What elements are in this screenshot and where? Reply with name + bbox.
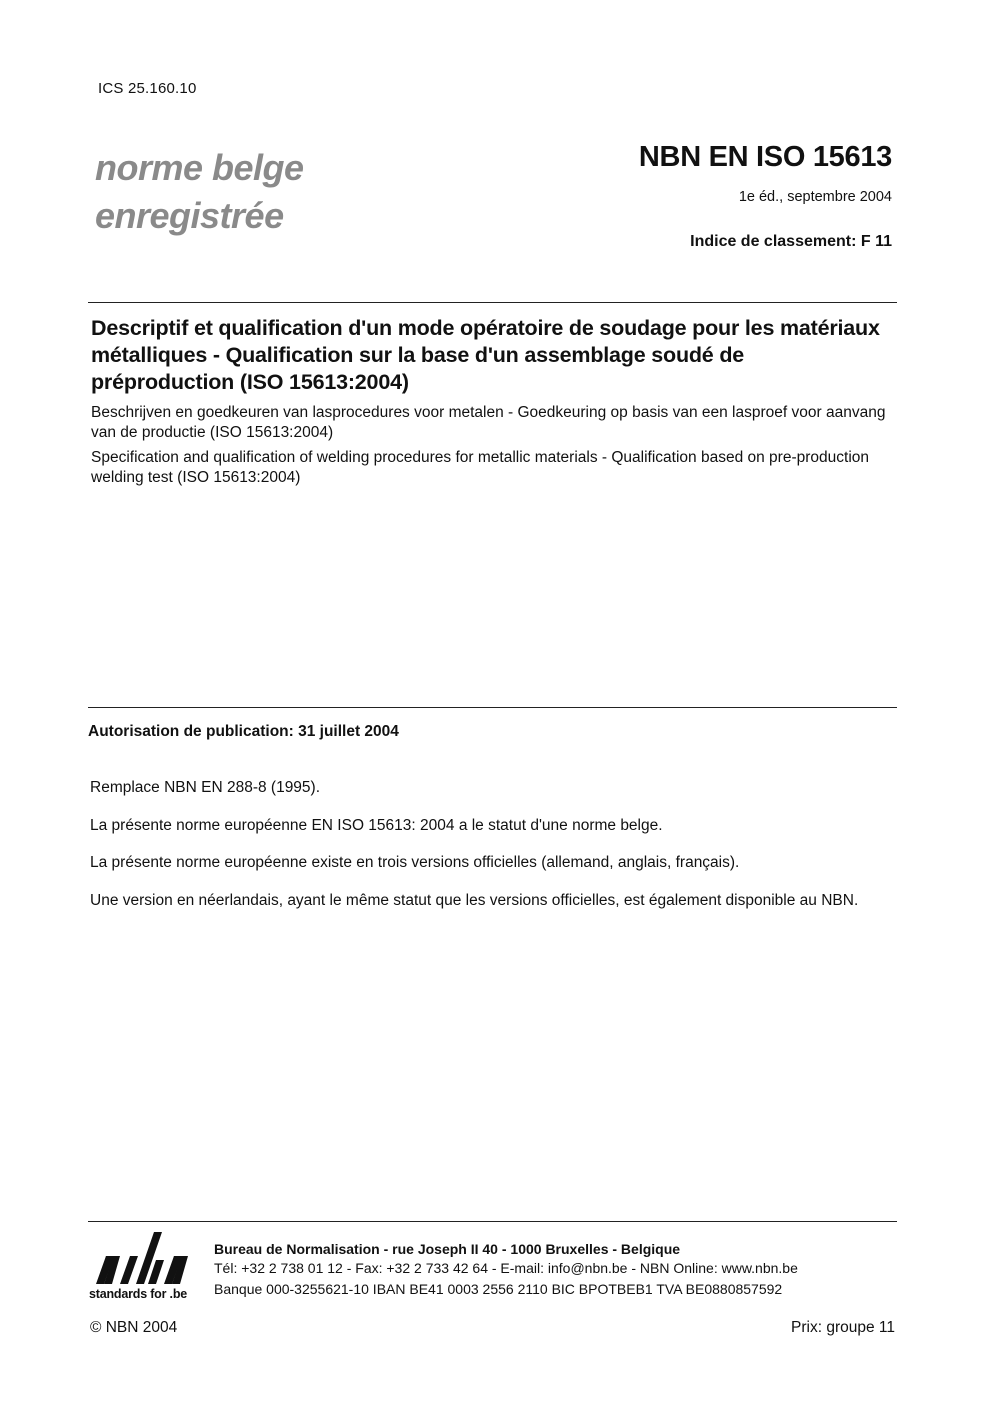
edition-info: 1e éd., septembre 2004: [738, 189, 892, 205]
brand-line-2: enregistrée: [95, 195, 284, 236]
divider-top: [88, 302, 897, 303]
title-french: Descriptif et qualification d'un mode opératoire de soudage pour les matériaux métalliques - Qualification sur la base d'un assemblage soudé de préproduction (ISO 15613:2004): [91, 316, 880, 394]
paragraph-versions: La présente norme européenne existe en trois versions officielles (allemand, anglais, français).: [90, 854, 740, 871]
standard-number: NBN EN ISO 15613: [638, 141, 892, 173]
footer-contact: Tél: +32 2 738 01 12 - Fax: +32 2 733 42 64 - E-mail: info@nbn.be - NBN Online: www.nbn.be: [214, 1260, 798, 1276]
footer-address: Bureau de Normalisation - rue Joseph II 40 - 1000 Bruxelles - Belgique: [214, 1241, 681, 1257]
logo-tagline: standards for .be: [89, 1287, 188, 1301]
title-english: Specification and qualification of welding procedures for metallic materials - Qualification based on pre-production welding test (ISO 15613:2004): [91, 449, 870, 486]
title-dutch: Beschrijven en goedkeuren van lasprocedures voor metalen - Goedkeuring op basis van een lasproef voor aanvang van de productie (ISO 15613:2004): [91, 404, 886, 441]
brand-line-1: norme belge: [95, 147, 304, 188]
footer-bank: Banque 000-3255621-10 IBAN BE41 0003 2556 2110 BIC BPOTBEB1 TVA BE0880857592: [214, 1281, 783, 1297]
paragraph-dutch-version: Une version en néerlandais, ayant le même statut que les versions officielles, est également disponible au NBN.: [90, 892, 859, 909]
document-brand: [95, 144, 304, 240]
price-group: Prix: groupe 11: [791, 1319, 895, 1336]
paragraph-status: La présente norme européenne EN ISO 15613: 2004 a le statut d'une norme belge.: [90, 817, 663, 834]
classification-index: Indice de classement: F 11: [690, 233, 892, 250]
paragraph-replaces: Remplace NBN EN 288-8 (1995).: [90, 779, 321, 796]
divider-footer: [88, 1221, 897, 1222]
publication-authorisation: Autorisation de publication: 31 juillet 2004: [88, 723, 399, 740]
copyright: © NBN 2004: [90, 1319, 178, 1336]
divider-middle: [88, 707, 897, 708]
ics-code: ICS 25.160.10: [98, 80, 197, 97]
